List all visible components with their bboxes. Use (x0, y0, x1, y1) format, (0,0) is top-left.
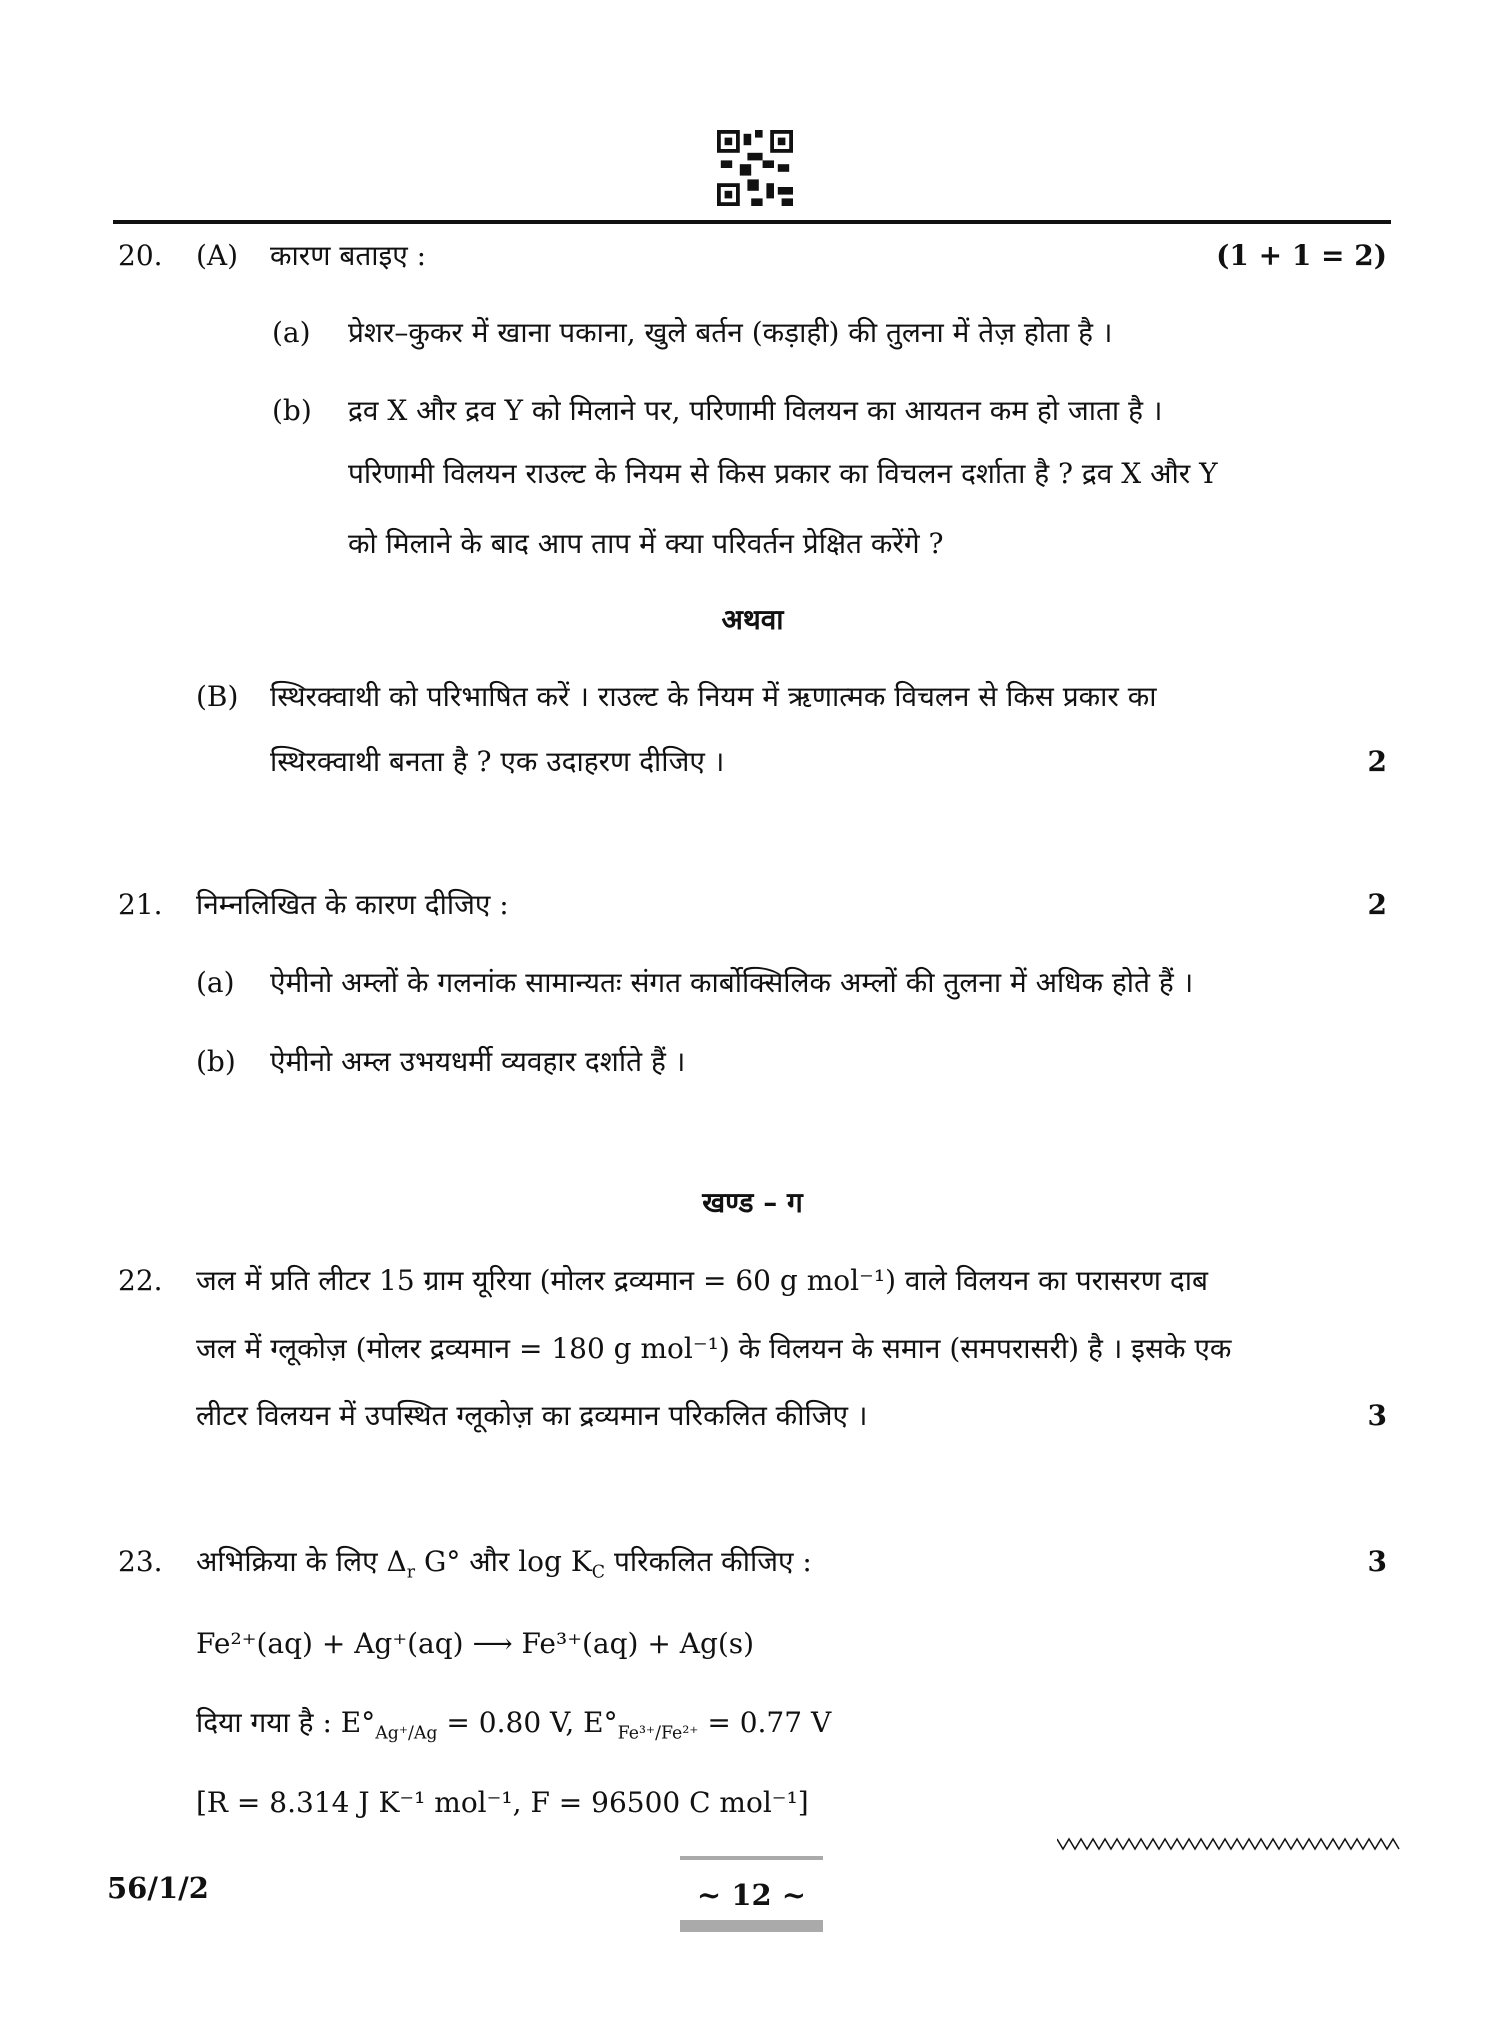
q21-a-label: (a) (196, 966, 235, 999)
q22-line3: लीटर विलयन में उपस्थित ग्लूकोज़ का द्रव्यमान परिकलित कीजिए । (196, 1399, 868, 1432)
q23-constants: [R = 8.314 J K⁻¹ mol⁻¹, F = 96500 C mol⁻¹] (196, 1786, 809, 1819)
q22-marks: 3 (1367, 1399, 1387, 1432)
q23-text: अभिक्रिया के लिए $\Delta_r$ G° और $\log K_C$ परिकलित कीजिए : (196, 1545, 812, 1583)
paper-code: 56/1/2 (107, 1871, 209, 1905)
q20-number: 20. (118, 239, 163, 272)
q20-part-b-label: (B) (196, 680, 239, 713)
q22-number: 22. (118, 1264, 163, 1297)
q20-a-label: (a) (272, 316, 311, 349)
header-rule (113, 220, 1391, 224)
q20-part-b-marks: 2 (1367, 745, 1387, 778)
q22-line1: जल में प्रति लीटर 15 ग्राम यूरिया (मोलर द्रव्यमान = 60 g mol⁻¹) वाले विलयन का परासरण दाब (196, 1264, 1208, 1297)
q20-part-a-text: कारण बताइए : (270, 239, 427, 272)
q20-part-b-line2: स्थिरक्वाथी बनता है ? एक उदाहरण दीजिए । (270, 745, 725, 778)
wavy-divider (1057, 1836, 1402, 1852)
section-heading: खण्ड – ग (702, 1186, 803, 1219)
or-heading: अथवा (721, 603, 784, 636)
q21-number: 21. (118, 888, 163, 921)
q20-a-text: प्रेशर–कुकर में खाना पकाना, खुले बर्तन (कड़ाही) की तुलना में तेज़ होता है । (348, 316, 1113, 349)
q20-part-b-line1: स्थिरक्वाथी को परिभाषित करें । राउल्ट के नियम में ऋणात्मक विचलन से किस प्रकार का (270, 680, 1157, 713)
q20-b-line3: को मिलाने के बाद आप ताप में क्या परिवर्तन प्रेक्षित करेंगे ? (348, 527, 944, 560)
q21-text: निम्नलिखित के कारण दीजिए : (196, 888, 509, 921)
q21-b-text: ऐमीनो अम्ल उभयधर्मी व्यवहार दर्शाते हैं । (270, 1045, 686, 1078)
q21-b-label: (b) (196, 1045, 236, 1078)
q23-marks: 3 (1367, 1545, 1387, 1578)
q20-b-label: (b) (272, 394, 312, 427)
q21-marks: 2 (1367, 888, 1387, 921)
q20-marks: (1 + 1 = 2) (1216, 239, 1387, 272)
page-number-box (680, 1856, 823, 1932)
q20-b-line1: द्रव X और द्रव Y को मिलाने पर, परिणामी विलयन का आयतन कम हो जाता है । (348, 394, 1163, 427)
qr-code (716, 130, 794, 206)
q22-line2: जल में ग्लूकोज़ (मोलर द्रव्यमान = 180 g mol⁻¹) के विलयन के समान (समपरासरी) है । इसके एक (196, 1332, 1232, 1365)
page-number: ~ 12 ~ (696, 1878, 807, 1912)
q21-a-text: ऐमीनो अम्लों के गलनांक सामान्यतः संगत कार्बोक्सिलिक अम्लों की तुलना में अधिक होते हैं । (270, 966, 1194, 999)
q23-equation: Fe²⁺(aq) + Ag⁺(aq) ⟶ Fe³⁺(aq) + Ag(s) (196, 1627, 755, 1660)
q23-number: 23. (118, 1545, 163, 1578)
q20-part-a-label: (A) (196, 239, 239, 272)
q23-given: दिया गया है : $E^\circ_{Ag^+/Ag} = 0.80$ V, $E^\circ_{Fe^{3+}/Fe^{2+}} = 0.77$ V (196, 1706, 832, 1744)
q20-b-line2: परिणामी विलयन राउल्ट के नियम से किस प्रकार का विचलन दर्शाता है ? द्रव X और Y (348, 457, 1218, 490)
